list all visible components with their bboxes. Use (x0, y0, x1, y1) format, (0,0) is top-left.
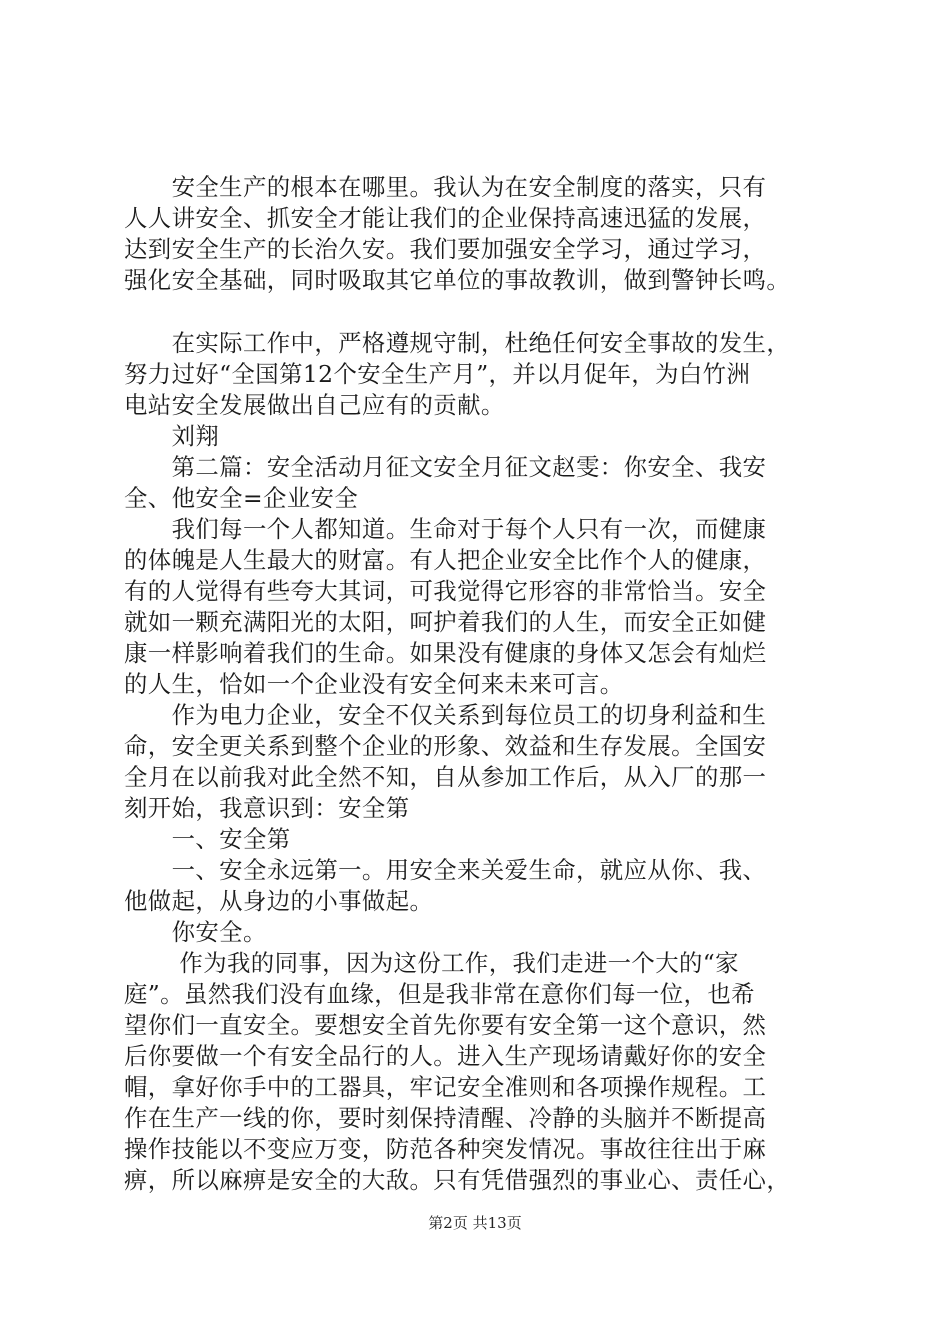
text-line: 努力过好“全国第12个安全生产月”，并以月促年，为白竹洲 (124, 360, 751, 388)
text-line: 第二篇：安全活动月征文安全月征文赵雯：你安全、我安 (124, 453, 767, 481)
paragraph-gap (124, 296, 846, 328)
text-line: 帽，拿好你手中的工器具，牢记安全准则和各项操作规程。工 (124, 1073, 767, 1101)
text-line: 后你要做一个有安全品行的人。进入生产现场请戴好你的安全 (124, 1042, 767, 1070)
text-line: 的人生，恰如一个企业没有安全何来未来可言。 (124, 670, 624, 698)
text-line: 就如一颗充满阳光的太阳，呵护着我们的人生，而安全正如健 (124, 608, 767, 636)
text-line: 刘翔 (124, 422, 220, 450)
text-line: 刻开始，我意识到：安全第 (124, 794, 410, 822)
text-line: 强化安全基础，同时吸取其它单位的事故教训，做到警钟长鸣。 (124, 266, 791, 294)
text-line: 全月在以前我对此全然不知，自从参加工作后，从入厂的那一 (124, 763, 767, 791)
text-line: 他做起，从身边的小事做起。 (124, 887, 434, 915)
text-line: 达到安全生产的长治久安。我们要加强安全学习，通过学习， (124, 235, 767, 263)
text-line: 望你们一直安全。要想安全首先你要有安全第一这个意识，然 (124, 1011, 767, 1039)
text-line: 一、安全永远第一。用安全来关爱生命，就应从你、我、 (124, 856, 767, 884)
text-line: 你安全。 (124, 918, 267, 946)
text-line: 作在生产一线的你，要时刻保持清醒、冷静的头脑并不断提高 (124, 1104, 767, 1132)
text-line: 的体魄是人生最大的财富。有人把企业安全比作个人的健康， (124, 546, 767, 574)
text-line: 安全生产的根本在哪里。我认为在安全制度的落实，只有 (124, 173, 767, 201)
document-body (124, 172, 846, 1196)
text-line: 人人讲安全、抓安全才能让我们的企业保持高速迅猛的发展， (124, 204, 767, 232)
text-line: 全、他安全=企业安全 (124, 484, 359, 512)
text-line: 庭”。虽然我们没有血缘，但是我非常在意你们每一位，也希 (124, 980, 755, 1008)
text-line: 操作技能以不变应万变，防范各种突发情况。事故往往出于麻 (124, 1135, 767, 1163)
text-line: 一、安全第 (124, 825, 291, 853)
text-line: 康一样影响着我们的生命。如果没有健康的身体又怎会有灿烂 (124, 639, 767, 667)
text-line: 在实际工作中，严格遵规守制，杜绝任何安全事故的发生， (124, 329, 791, 357)
text-line: 电站安全发展做出自己应有的贡献。 (124, 391, 505, 419)
page-footer: 第2页 共13页 (428, 1214, 522, 1232)
text-line: 作为我的同事，因为这份工作，我们走进一个大的“家 (124, 949, 739, 977)
text-line: 我们每一个人都知道。生命对于每个人只有一次，而健康 (124, 515, 767, 543)
text-line: 命，安全更关系到整个企业的形象、效益和生存发展。全国安 (124, 732, 767, 760)
text-line: 有的人觉得有些夸大其词，可我觉得它形容的非常恰当。安全 (124, 577, 767, 605)
text-line: 痹，所以麻痹是安全的大敌。只有凭借强烈的事业心、责任心， (124, 1166, 791, 1194)
text-line: 作为电力企业，安全不仅关系到每位员工的切身利益和生 (124, 701, 767, 729)
